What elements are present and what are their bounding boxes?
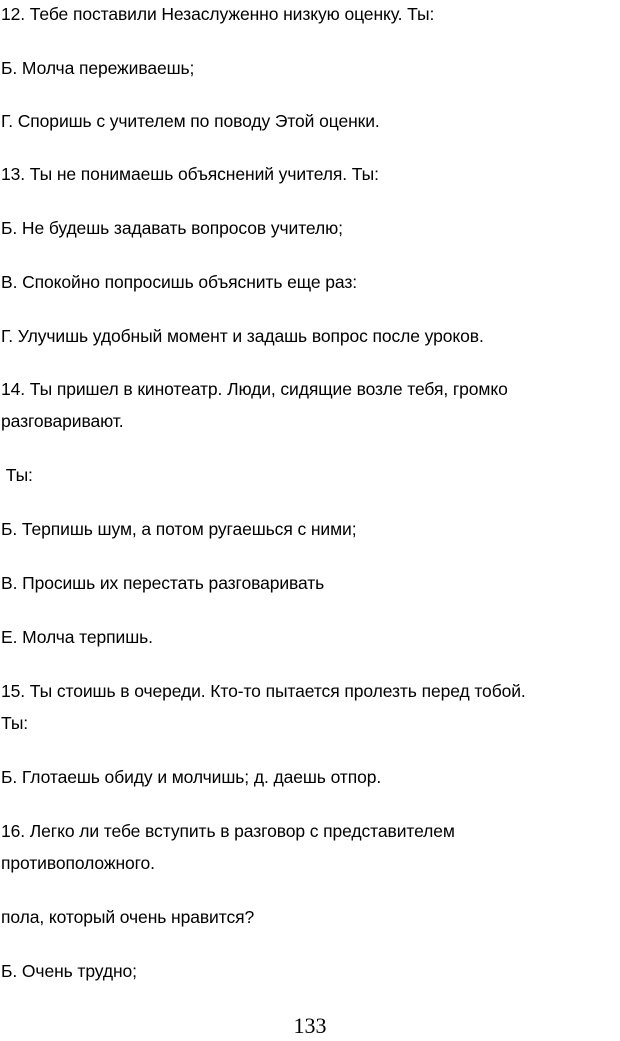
question-13-answer-v: В. Спокойно попросишь объяснить еще раз: xyxy=(1,272,358,292)
question-14-prompt: Ты: xyxy=(1,465,33,485)
question-12-answer-b: Б. Молча переживаешь; xyxy=(1,58,195,78)
question-12-text: 12. Тебе поставили Незаслуженно низкую оценку. Ты: xyxy=(1,4,435,24)
question-16-text-line-3: пола, который очень нравится? xyxy=(1,907,255,927)
question-14-answer-b: Б. Терпишь шум, а потом ругаешься с ними; xyxy=(1,519,357,539)
question-14-text-line-1: 14. Ты пришел в кинотеатр. Люди, сидящие возле тебя, громко xyxy=(1,379,508,399)
question-14-text-line-2: разговаривают. xyxy=(1,411,124,431)
question-13-text: 13. Ты не понимаешь объяснений учителя. Ты: xyxy=(1,164,379,184)
question-16-text-line-2: противоположного. xyxy=(1,853,155,873)
page-number: 133 xyxy=(293,1013,327,1038)
question-13-answer-b: Б. Не будешь задавать вопросов учителю; xyxy=(1,218,343,238)
question-14-answer-e: Е. Молча терпишь. xyxy=(1,627,153,647)
question-16-text-line-1: 16. Легко ли тебе вступить в разговор с представителем xyxy=(1,821,455,841)
question-13-answer-g: Г. Улучишь удобный момент и задашь вопрос после уроков. xyxy=(1,326,484,346)
question-12-answer-g: Г. Споришь с учителем по поводу Этой оценки. xyxy=(1,111,380,131)
question-16-answer-b: Б. Очень трудно; xyxy=(1,961,137,981)
question-14-answer-v: В. Просишь их перестать разговаривать xyxy=(1,573,325,593)
question-15-text-line-2: Ты: xyxy=(1,713,29,733)
question-15-answer-b: Б. Глотаешь обиду и молчишь; д. даешь отпор. xyxy=(1,767,382,787)
question-15-text-line-1: 15. Ты стоишь в очереди. Кто-то пытается пролезть перед тобой. xyxy=(1,681,526,701)
